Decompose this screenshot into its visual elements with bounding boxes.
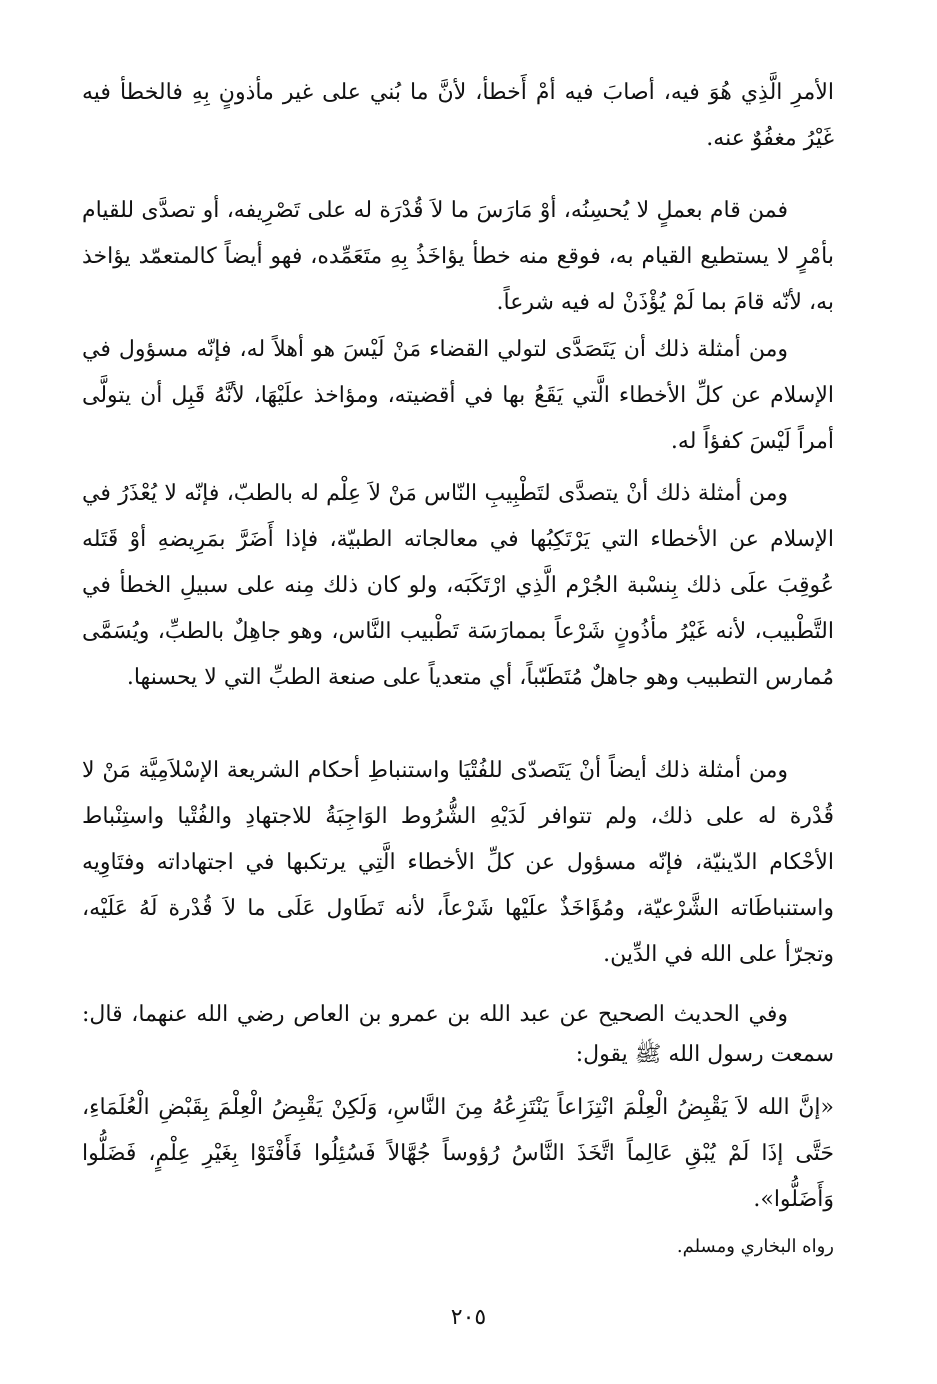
hadith-intro: وفي الحديث الصحيح عن عبد الله بن عمرو بن العاص رضي الله عنهما، قال: سمعت رسول الله ﷺ يقول: xyxy=(82,1002,834,1067)
page-number: ٢٠٥ xyxy=(450,1305,487,1330)
paragraph-5: ومن أمثلة ذلك أيضاً أنْ يَتَصدّى للفُتْيَا واستنباطِ أحكام الشريعة الإسْلاَمِيَّة مَنْ لا قُدْرة له على ذلك، ولم تتوافر لَدَيْهِ الشُّرُوط الوَاجِبَةُ للاجتهادِ والفُتْيا واستِنْباط الأحْكام الدّينيّة، فإنّه مسؤول عن كلِّ الأخطاء الَّتِي يرتكبها في اجتهاداته وفتَاوِيه واستنباطَاته الشَّرْعيّة، ومُؤَاخَذٌ علَيْها شَرْعاً، لأنه تَطَاول عَلَى ما لاَ قُدْرة لَهُ عَلَيْه، وتجرّأ على الله في الدِّين. xyxy=(82,758,834,967)
paragraph-3: ومن أمثلة ذلك أن يَتَصَدَّى لتولي القضاء مَنْ لَيْسَ هو أهلاً له، فإنّه مسؤول في الإسلام عن كلِّ الأخطاء الَّتي يَقَعُ بها في أقضيته، ومؤاخذ علَيْهَا، لأنَّهُ قَبِل أن يتولَّى أمراً لَيْسَ كفؤاً له. xyxy=(82,337,834,454)
paragraph-1: الأمرِ الَّذِي هُوَ فيه، أصابَ فيه أمْ أَخطأ، لأنَّ ما بُني على غير مأذونٍ بِهِ فالخطأ فيه غَيْرُ مغفُوٌ عنه. xyxy=(82,80,834,151)
paragraph-4: ومن أمثلة ذلك أنْ يتصدَّى لتَطْبِيبِ النّاس مَنْ لاَ عِلْم له بالطبّ، فإنّه لا يُعْذَرُ في الإسلام عن الأخطاء التي يَرْتَكِبُها في معالجاته الطبيّة، فإذا أَضَرَّ بمَرِيضهِ أوْ قَتَله عُوقِبَ علَى ذلك بِنسْبة الجُرْم الَّذِي ارْتَكَبَه، ولو كان ذلك مِنه على سبيلِ الخطأ في التَّطْبيب، لأنه غَيْرُ مأذُونٍ شَرْعاً بممارَسَة تَطْبيب النَّاس، وهو جاهِلٌ بالطبِّ، ويُسَمَّى مُمارس التطبيب وهو جاهلٌ مُتَطَبّباً، أي متعدياً على صنعة الطبِّ التي لا يحسنها. xyxy=(82,481,834,690)
paragraph-2: فمن قام بعملٍ لا يُحسِنُه، أوْ مَارَسَ ما لاَ قُدْرَة له على تَصْرِيفه، أو تصدَّى للقيام بأمْرٍ لا يستطيع القيام به، فوقع منه خطأ يؤاخَذُ بِهِ متَعَمِّده، فهو أيضاً كالمتعمّد يؤاخذ به، لأنّه قامَ بما لَمْ يُؤْذَنْ له فيه شرعاً. xyxy=(82,198,834,315)
hadith-quote: «إنَّ الله لاَ يَقْبِضُ الْعِلْمَ انْتِزَاعاً يَنْتَزِعُهُ مِنَ النَّاسِ، وَلَكِنْ يَقْبِضُ الْعِلْمَ بِقَبْضِ الْعُلَمَاءِ، حَتَّى إذَا لَمْ يُبْقِ عَالِماً اتَّخَذَ النَّاسُ رُؤوساً جُهَّالاً فَسُئِلُوا فَأَفْتَوْا بِغَيْرِ عِلْمٍ، فَضَلُّوا وَأَضَلُّوا». xyxy=(82,1095,834,1212)
source-footnote: رواه البخاري ومسلم. xyxy=(676,1236,834,1257)
